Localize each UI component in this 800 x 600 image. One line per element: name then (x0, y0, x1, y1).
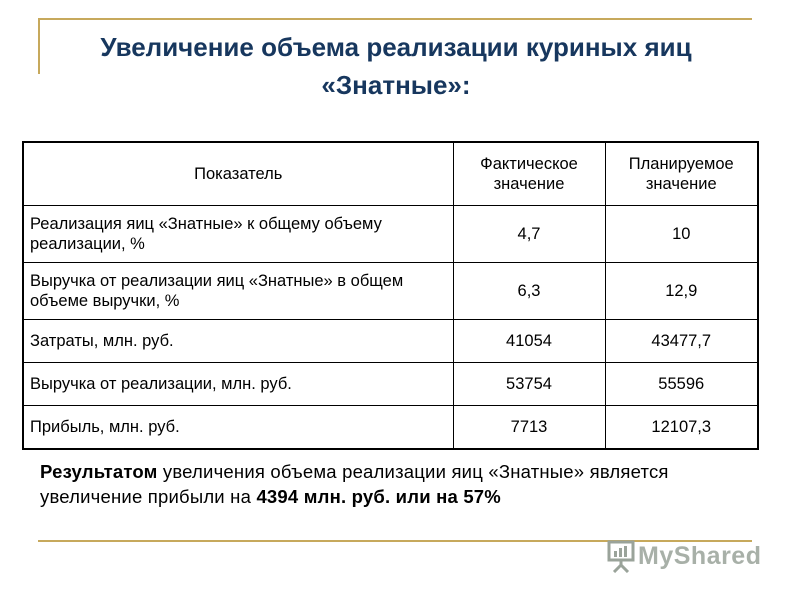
row-label: Выручка от реализации яиц «Знатные» в общем объеме выручки, % (23, 263, 453, 320)
table-row (23, 206, 758, 263)
actual-value: 4,7 (453, 206, 605, 263)
table-row (23, 320, 758, 363)
row-label: Затраты, млн. руб. (23, 320, 453, 363)
planned-value: 12107,3 (605, 406, 758, 450)
logo-text: MyShared (638, 541, 762, 570)
slide-title-line-2: «Знатные»: (321, 70, 471, 100)
header-indicator: Показатель (23, 142, 453, 206)
top-accent-line (38, 18, 752, 20)
slide-title (40, 28, 752, 104)
conclusion-lead: Результатом (40, 461, 158, 482)
row-label: Прибыль, млн. руб. (23, 406, 453, 450)
conclusion-highlight: 4394 млн. руб. или на 57% (256, 486, 501, 507)
presentation-board-icon (606, 539, 636, 573)
header-planned: Планируемое значение (605, 142, 758, 206)
table-row (23, 406, 758, 450)
actual-value: 7713 (453, 406, 605, 450)
table-header-row (23, 142, 758, 206)
planned-value: 43477,7 (605, 320, 758, 363)
myshared-logo (606, 538, 761, 574)
indicators-table (22, 141, 759, 450)
table-row (23, 363, 758, 406)
planned-value: 10 (605, 206, 758, 263)
slide-title-line-1: Увеличение объема реализации куриных яиц (100, 32, 692, 62)
actual-value: 6,3 (453, 263, 605, 320)
row-label: Выручка от реализации, млн. руб. (23, 363, 453, 406)
actual-value: 41054 (453, 320, 605, 363)
conclusion-body: увеличения объема реализации яиц «Знатные» является увеличение прибыли на (40, 461, 669, 507)
planned-value: 55596 (605, 363, 758, 406)
actual-value: 53754 (453, 363, 605, 406)
conclusion-text (40, 459, 755, 509)
row-label: Реализация яиц «Знатные» к общему объему реализации, % (23, 206, 453, 263)
planned-value: 12,9 (605, 263, 758, 320)
header-actual: Фактическое значение (453, 142, 605, 206)
table-row (23, 263, 758, 320)
